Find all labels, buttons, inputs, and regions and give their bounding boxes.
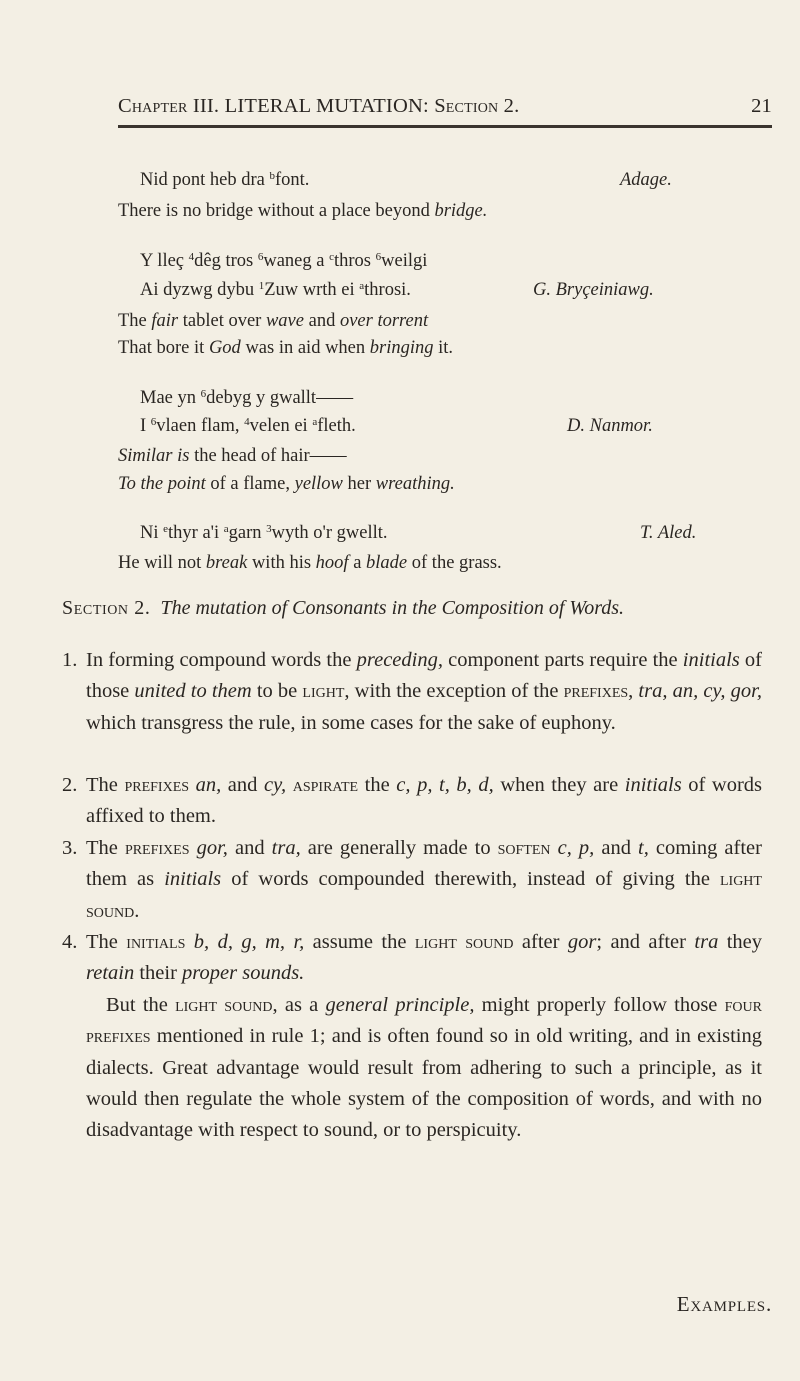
rule-text: The prefixes an, and cy, aspirate the c, p, t, b, d, when they are initials of words affixed to them. <box>86 774 763 828</box>
quote-4-welsh: Ni $^e$thyr a'i $^a$garn $^3$wyth o'r gwellt. <box>140 523 388 543</box>
running-header <box>118 95 772 125</box>
page-number: 21 <box>751 95 772 117</box>
section-title: The mutation of Consonants in the Composition of Words. <box>160 597 625 619</box>
rule-1 <box>62 645 762 739</box>
rule-number: 4. <box>62 931 78 953</box>
section-heading <box>62 597 624 620</box>
quote-1-source: Adage. <box>620 170 672 190</box>
rule-2 <box>62 770 762 833</box>
quote-2-welsh-line-2: Ai dyzwg dybu $^1$Zuw wrth ei $^a$throsi. <box>140 280 411 300</box>
rule-text: In forming compound words the preceding, component parts require the initials of those united to them to be light, with the exception of the prefixes, tra, an, cy, gor, which transgress the rule, in some cases for the sake of euphony. <box>86 649 763 734</box>
quote-2-source: G. Bryçeiniawg. <box>533 280 654 300</box>
section-label: Section 2. <box>62 597 151 619</box>
rule-number: 1. <box>62 649 78 671</box>
header-rule <box>118 125 772 128</box>
quote-1-welsh: Nid pont heb dra $^b$font. <box>140 170 310 190</box>
header-section: Section 2. <box>434 95 520 117</box>
quote-3-english-line-1: Similar is the head of hair—— <box>118 446 347 466</box>
rule-4 <box>62 927 762 990</box>
quote-3-welsh-line-1: Mae yn $^6$debyg y gwallt—— <box>140 388 354 408</box>
quote-2-english-line-2: That bore it God was in aid when bringing it. <box>118 338 454 358</box>
rule-number: 3. <box>62 837 78 859</box>
quote-1-english: There is no bridge without a place beyond bridge. <box>118 201 488 221</box>
quote-2-english-line-1: The fair tablet over wave and over torrent <box>118 311 429 331</box>
quote-4-english: He will not break with his hoof a blade of the grass. <box>118 553 502 573</box>
header-title: LITERAL MUTATION: <box>224 95 429 117</box>
header-chapter: Chapter III. <box>118 95 220 117</box>
quote-4-source: T. Aled. <box>640 523 697 543</box>
rule-4-continuation: But the light sound, as a general principle, might properly follow those four prefixes mentioned in rule 1; and is often found so in old writing, and in existing dialects. Great advantage would result from adhering to such a principle, as it would then regulate the whole system of the composition of words, and with no disadvantage with respect to sound, or to perspicuity. <box>86 994 762 1142</box>
header-left <box>118 95 519 118</box>
rule-number: 2. <box>62 774 78 796</box>
rule-text: The prefixes gor, and tra, are generally made to soften c, p, and t, coming after them as initials of words compounded therewith, instead of giving the light sound. <box>86 837 762 922</box>
quote-2-welsh-line-1: Y lleç $^4$dêg tros $^6$waneg a $^c$thros $^6$weilgi <box>140 251 428 271</box>
quote-3-source: D. Nanmor. <box>567 416 653 436</box>
quote-3-english-line-2: To the point of a flame, yellow her wreathing. <box>118 474 455 494</box>
rule-text: The initials b, d, g, m, r, assume the light sound after gor; and after tra they retain their proper sounds. <box>86 931 763 985</box>
rule-3 <box>62 833 762 927</box>
catchword: Examples. <box>676 1292 772 1316</box>
quote-3-welsh-line-2: I $^6$vlaen flam, $^4$velen ei $^a$fleth. <box>140 416 356 436</box>
